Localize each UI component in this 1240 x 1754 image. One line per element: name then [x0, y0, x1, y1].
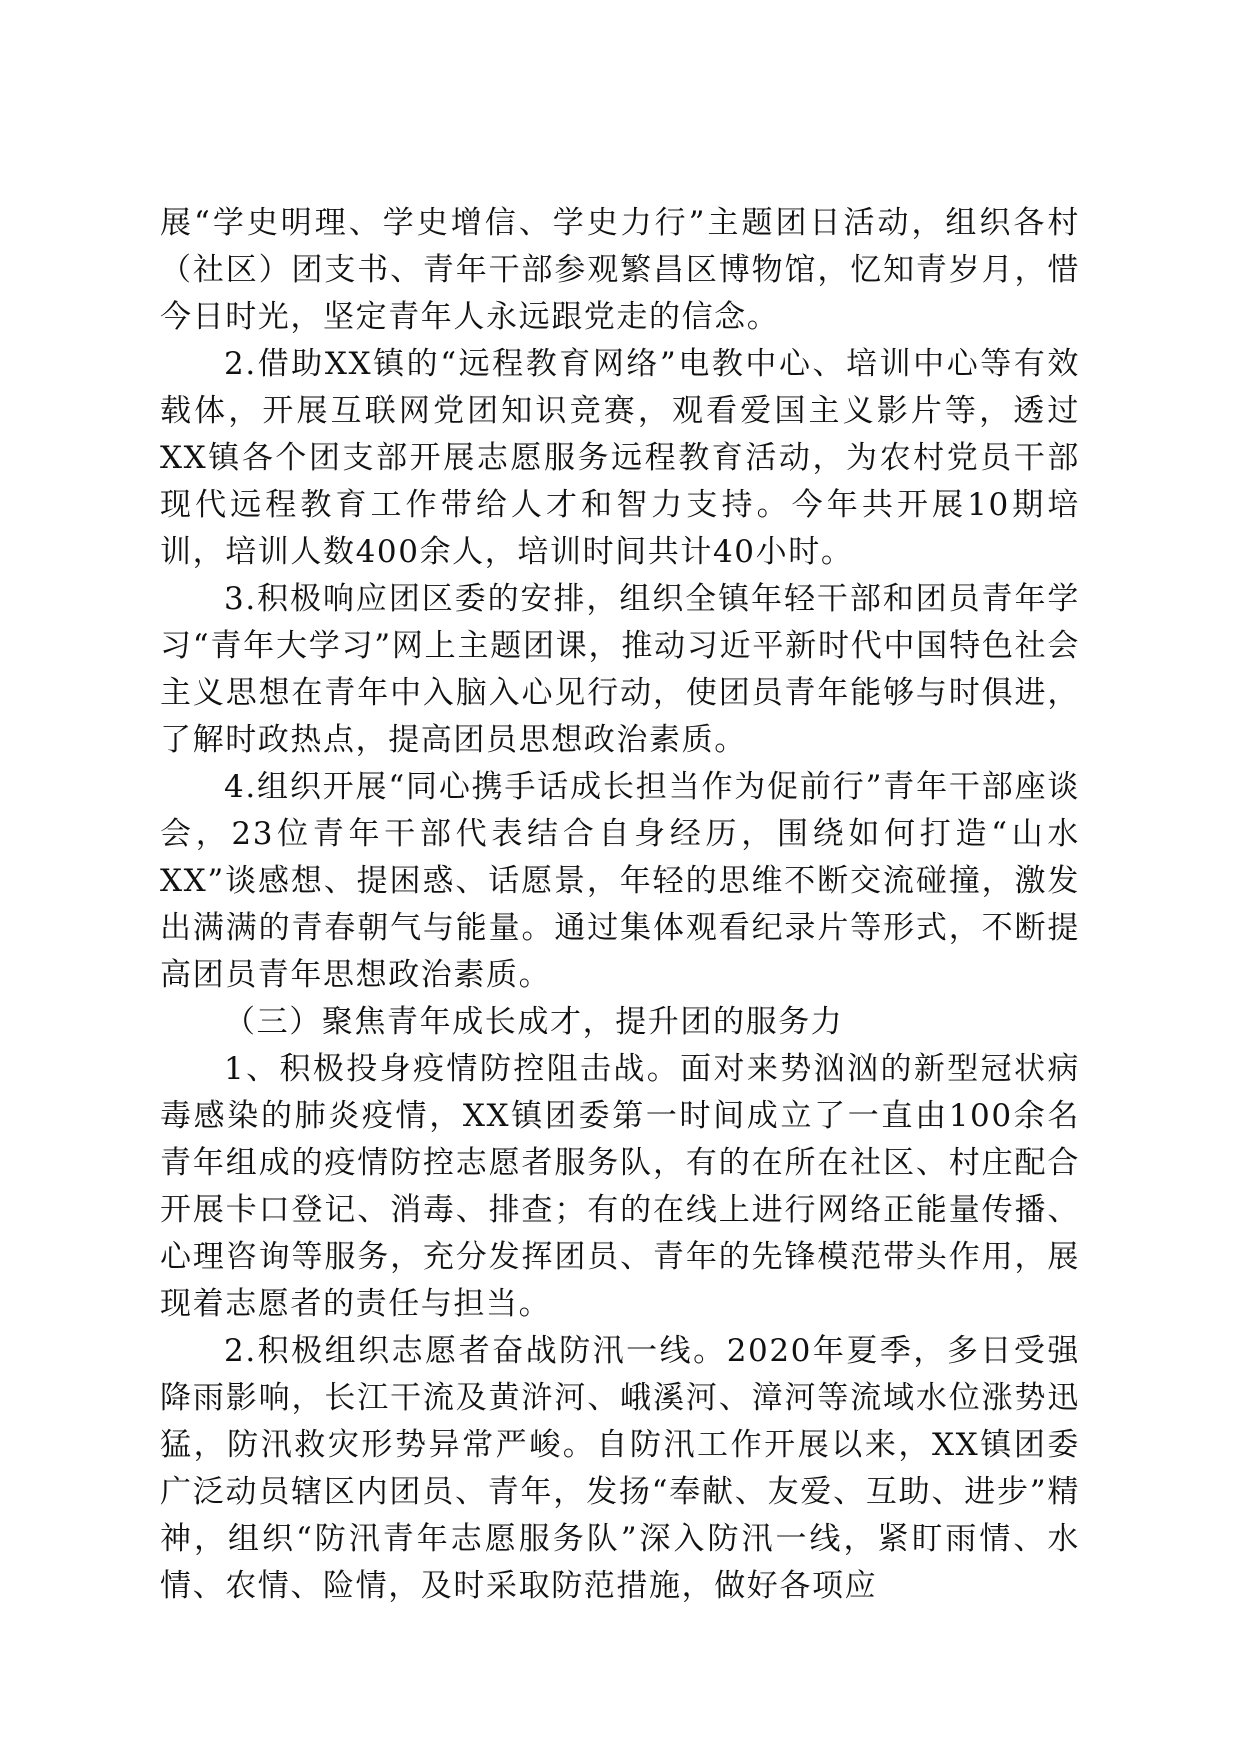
- paragraph-continuation: 展“学史明理、学史增信、学史力行”主题团日活动，组织各村（社区）团支书、青年干部参观繁昌区博物馆，忆知青岁月，惜今日时光，坚定青年人永远跟党走的信念。: [160, 205, 1080, 335]
- paragraph-item-3: 3.积极响应团区委的安排，组织全镇年轻干部和团员青年学习“青年大学习”网上主题团课，推动习近平新时代中国特色社会主义思想在青年中入脑入心见行动，使团员青年能够与时俱进，了解时政热点，提高团员思想政治素质。: [160, 581, 1080, 758]
- paragraph-epidemic: 1、积极投身疫情防控阻击战。面对来势汹汹的新型冠状病毒感染的肺炎疫情，XX镇团委第一时间成立了一直由100余名青年组成的疫情防控志愿者服务队，有的在所在社区、村庄配合开展卡口登记、消毒、排查；有的在线上进行网络正能量传播、心理咨询等服务，充分发挥团员、青年的先锋模范带头作用，展现着志愿者的责任与担当。: [160, 1051, 1080, 1322]
- paragraph-item-2: 2.借助XX镇的“远程教育网络”电教中心、培训中心等有效载体，开展互联网党团知识竞赛，观看爱国主义影片等，透过XX镇各个团支部开展志愿服务远程教育活动，为农村党员干部现代远程教育工作带给人才和智力支持。今年共开展10期培训，培训人数400余人，培训时间共计40小时。: [160, 346, 1080, 570]
- section-heading: （三）聚焦青年成长成才，提升团的服务力: [224, 1004, 844, 1040]
- paragraph-item-4: 4.组织开展“同心携手话成长担当作为促前行”青年干部座谈会，23位青年干部代表结合自身经历，围绕如何打造“山水XX”谈感想、提困惑、话愿景，年轻的思维不断交流碰撞，激发出满满的青春朝气与能量。通过集体观看纪录片等形式，不断提高团员青年思想政治素质。: [160, 769, 1080, 993]
- paragraph-flood: 2.积极组织志愿者奋战防汛一线。2020年夏季，多日受强降雨影响，长江干流及黄浒河、峨溪河、漳河等流域水位涨势迅猛，防汛救灾形势异常严峻。自防汛工作开展以来，XX镇团委广泛动员辖区内团员、青年，发扬“奉献、友爱、互助、进步”精神，组织“防汛青年志愿服务队”深入防汛一线，紧盯雨情、水情、农情、险情，及时采取防范措施，做好各项应: [160, 1333, 1080, 1604]
- document-page: [160, 200, 1080, 1610]
